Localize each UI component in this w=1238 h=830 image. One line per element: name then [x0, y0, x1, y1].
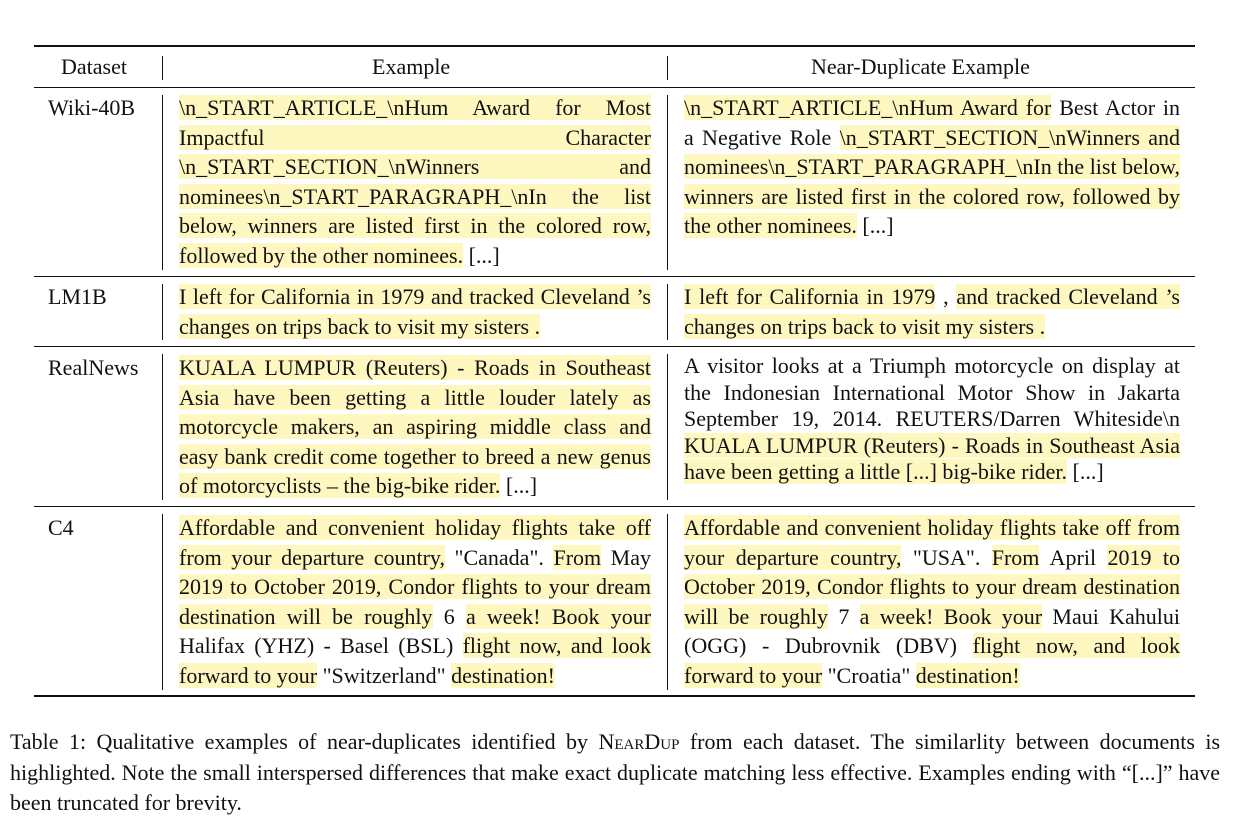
highlighted-text-segment: I left for California in 1979 — [684, 284, 936, 309]
column-separator — [162, 56, 163, 80]
plain-text-segment: May — [601, 544, 651, 570]
highlighted-text-segment: From — [553, 544, 602, 570]
header-dataset: Dataset — [61, 54, 127, 79]
highlighted-text-segment: a week! Book your — [859, 603, 1043, 629]
plain-text-segment: Best Actor in a Negative Role — [684, 95, 1181, 150]
table-top-rule — [34, 45, 1195, 47]
plain-text-segment: [...] — [1067, 459, 1104, 484]
highlighted-text-segment: KUALA LUMPUR (Reuters) - Roads in Southeast Asia have been getting a little louder lately as motorcycle makers, an aspiring middle class and easy bank credit come together to breed a new genus of motorcyclists – the big-bike rider. — [179, 355, 651, 498]
plain-text-segment: [...] — [856, 213, 894, 238]
highlighted-text-segment: and tracked Cleveland ’s changes on trips back to visit my sisters . — [684, 284, 1180, 339]
header-near-duplicate: Near-Duplicate Example — [811, 54, 1030, 79]
plain-text-segment: A visitor looks at a Triumph motorcycle on display at the Indonesian International Motor Show in Jakarta September 19, 2014. REUTERS/Darren Whiteside\n — [684, 353, 1180, 431]
highlighted-text-segment: destination! — [915, 662, 1020, 688]
example-cell-wiki40b — [179, 93, 651, 270]
dataset-label-lm1b: LM1B — [48, 284, 107, 309]
table-row-rule — [34, 506, 1195, 507]
plain-text-segment: 7 — [828, 603, 860, 629]
near-duplicate-cell-wiki40b — [684, 93, 1180, 241]
table-bottom-rule — [34, 695, 1195, 697]
highlighted-text-segment: 2019 to October 2019, Condor flights to your dream destination will be roughly — [179, 574, 651, 629]
highlighted-text-segment: I left for California in 1979 and tracked Cleveland ’s changes on trips back to visit my sisters . — [179, 284, 651, 339]
column-separator — [162, 354, 163, 500]
highlighted-text-segment: flight now, and look forward to your — [179, 633, 651, 688]
caption-suffix: from each dataset. The similarlity between documents is highlighted. Note the small interspersed differences that make exact duplicate matching less effective. Examples ending with “[...]” have been truncated for brevity. — [10, 729, 1221, 815]
example-cell-lm1b — [179, 282, 651, 341]
header-example: Example — [372, 54, 451, 79]
highlighted-text-segment: 2019 to October 2019, Condor flights to your dream destination will be roughly — [684, 544, 1180, 629]
plain-text-segment: Maui Kahului (OGG) - Dubrovnik (DBV) — [684, 603, 1180, 658]
column-separator — [667, 514, 668, 690]
column-separator — [667, 284, 668, 340]
caption-prefix: Table 1: Qualitative examples of near-duplicates identified by — [10, 729, 599, 754]
plain-text-segment: "USA". — [901, 544, 992, 570]
dataset-label-c4: C4 — [48, 515, 74, 540]
highlighted-text-segment: destination! — [451, 662, 555, 688]
highlighted-text-segment: Affordable and convenient holiday flights take off from your departure country, — [179, 515, 651, 570]
table-row-rule — [34, 276, 1195, 277]
column-separator — [162, 514, 163, 690]
highlighted-text-segment: \n_START_ARTICLE_\nHum Award for Most Impactful Character \n_START_SECTION_\nWinners and nominees\n_START_PARAGRAPH_\nIn the list below, winners are listed first in the colored row, followed by the other nominees. — [179, 95, 651, 268]
table-row-rule — [34, 346, 1195, 347]
plain-text-segment: , — [935, 284, 957, 309]
plain-text-segment: 6 — [432, 603, 466, 629]
dataset-label-realnews: RealNews — [48, 355, 139, 380]
highlighted-text-segment: Affordable and convenient holiday flights take off from your departure country, — [684, 515, 1180, 570]
near-duplicate-cell-realnews — [684, 353, 1180, 486]
highlighted-text-segment: \n_START_ARTICLE_\nHum Award for — [684, 95, 1052, 120]
plain-text-segment: April — [1039, 544, 1108, 570]
column-separator — [667, 354, 668, 500]
highlighted-text-segment: \n_START_SECTION_\nWinners and nominees\n_START_PARAGRAPH_\nIn the list below, winners are listed first in the colored row, followed by the other nominees. — [684, 124, 1180, 238]
plain-text-segment: "Canada". — [444, 544, 554, 570]
plain-text-segment: Halifax (YHZ) - Basel (BSL) — [179, 633, 463, 658]
column-separator — [667, 56, 668, 80]
table-header-rule — [34, 87, 1195, 88]
caption-method-name: NearDup — [598, 729, 680, 754]
column-separator — [667, 95, 668, 270]
highlighted-text-segment: a week! Book your — [465, 603, 652, 629]
highlighted-text-segment: KUALA LUMPUR (Reuters) - Roads in Southeast Asia have been getting a little [...] big-bike rider. — [684, 432, 1180, 484]
column-separator — [162, 284, 163, 340]
highlighted-text-segment: From — [991, 544, 1040, 570]
plain-text-segment: [...] — [500, 473, 538, 498]
plain-text-segment: "Croatia" — [822, 662, 916, 688]
example-cell-realnews — [179, 353, 651, 501]
near-duplicate-cell-c4 — [684, 513, 1180, 690]
dataset-label-wiki40b: Wiki-40B — [48, 95, 136, 120]
column-separator — [162, 95, 163, 270]
highlighted-text-segment: flight now, and look forward to your — [684, 633, 1181, 688]
table-caption — [10, 727, 1220, 819]
near-duplicate-cell-lm1b — [684, 282, 1180, 341]
plain-text-segment: "Switzerland" — [317, 662, 452, 688]
example-cell-c4 — [179, 513, 651, 690]
plain-text-segment: [...] — [463, 242, 500, 268]
